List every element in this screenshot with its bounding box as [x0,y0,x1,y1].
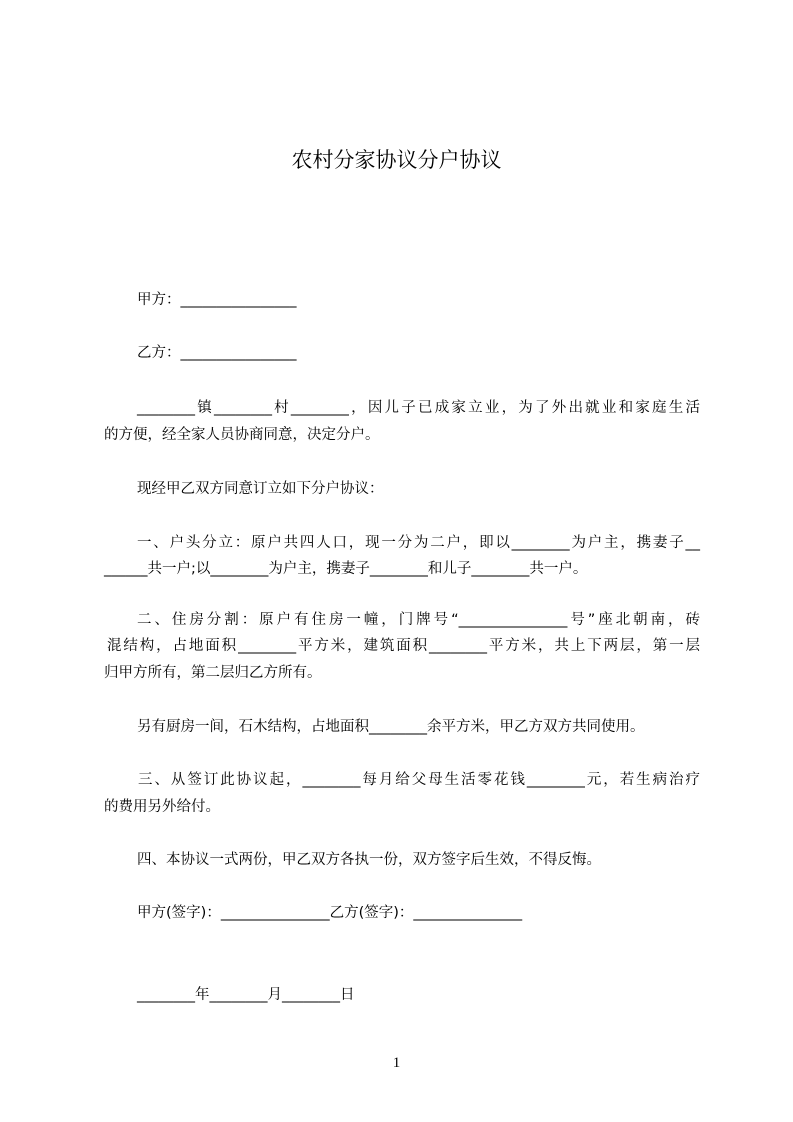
party-b-line: 乙方：________________ [137,345,297,361]
clause-2-line-1: 二、住房分割：原户有住房一幢，门牌号“_______________号”座北朝南，砖 [137,612,700,628]
para-background-line-1: ________镇________村________，因儿子已成家立业，为了外出就业和家庭生活 [137,400,700,416]
clause-3-line-1: 三、从签订此协议起，________每月给父母生活零花钱________元，若生病治疗 [138,772,700,788]
clause-1-line-1: 一、户头分立：原户共四人口，现一分为二户，即以________为户主，携妻子__ [137,535,700,551]
clause-3-line-2: 的费用另外给付。 [104,799,220,815]
kitchen-clause: 另有厨房一间，石木结构，占地面积________余平方米，甲乙方双方共同使用。 [137,719,645,735]
party-a-line: 甲方：________________ [137,292,297,308]
page-number: 1 [392,1055,401,1071]
document-title: 农村分家协议分户协议 [291,148,502,172]
clause-4: 四、本协议一式两份，甲乙双方各执一份，双方签字后生效，不得反悔。 [137,852,601,868]
date-line: ________年________月________日 [137,987,355,1003]
clause-2-line-2: 混结构，占地面积________平方米，建筑面积________平方米，共上下两层，第一层 [107,638,700,654]
signature-line: 甲方(签字)：_______________乙方(签字)：_______________ [137,905,523,921]
clause-2-line-3: 归甲方所有，第二层归乙方所有。 [104,665,322,681]
para-background-line-2: 的方便，经全家人员协商同意，决定分户。 [104,427,380,443]
clause-1-line-2: ______共一户;以________为户主，携妻子________和儿子________共一户。 [104,561,588,577]
para-intro: 现经甲乙双方同意订立如下分户协议： [137,481,384,497]
